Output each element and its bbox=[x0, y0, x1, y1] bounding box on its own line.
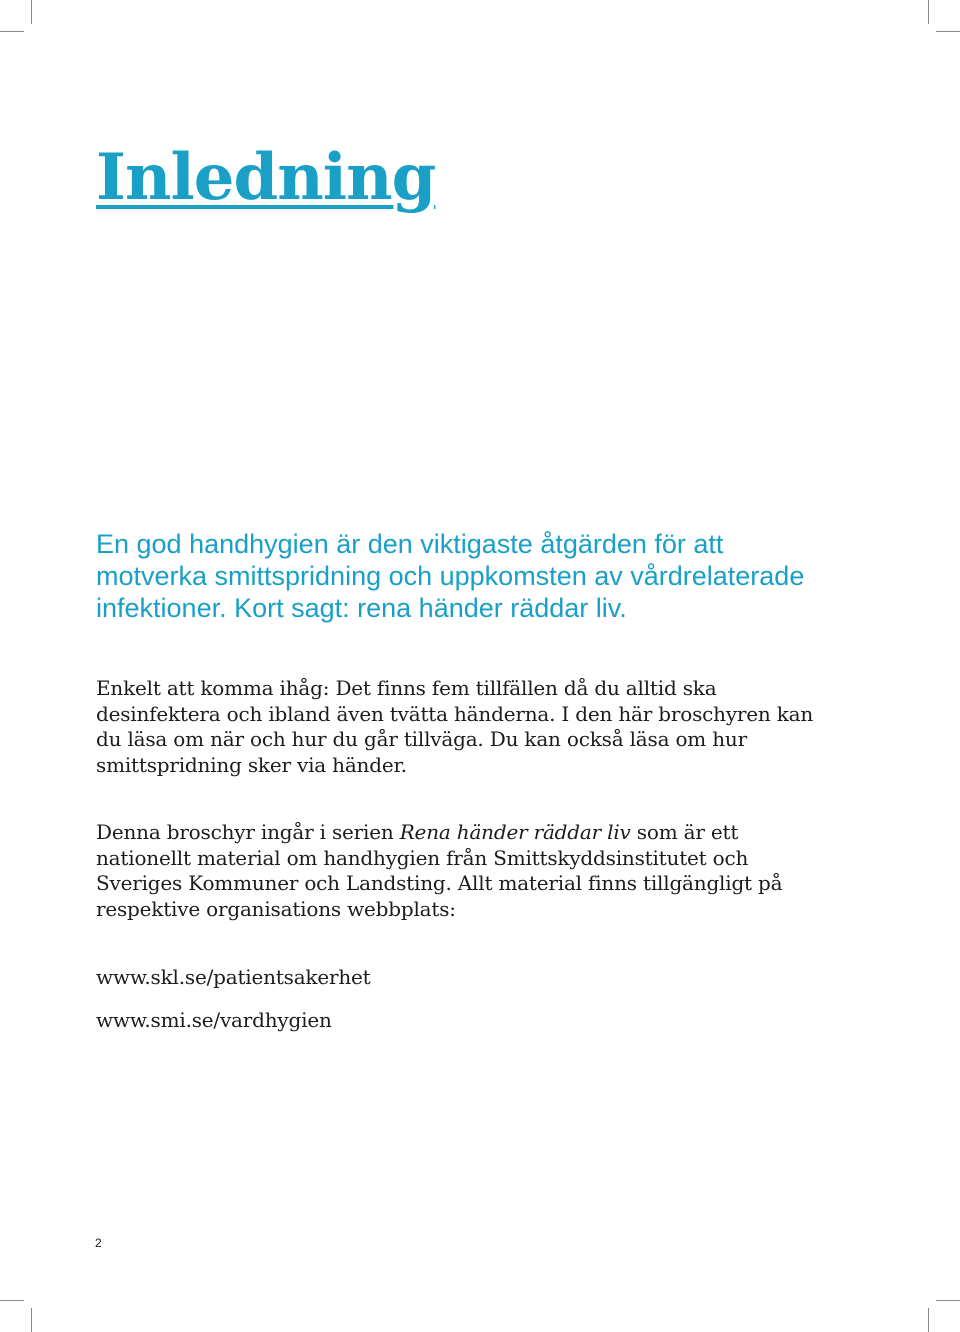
page-title: Inledning bbox=[96, 140, 436, 215]
crop-mark-top-left-horizontal bbox=[0, 31, 24, 32]
link-skl[interactable]: www.skl.se/patientsakerhet bbox=[96, 965, 371, 989]
crop-mark-top-left-vertical bbox=[31, 0, 32, 24]
series-text-before: Denna broschyr ingår i serien bbox=[96, 820, 400, 844]
crop-mark-bottom-left-vertical bbox=[31, 1308, 32, 1332]
link-smi[interactable]: www.smi.se/vardhygien bbox=[96, 1008, 332, 1032]
crop-mark-bottom-left-horizontal bbox=[0, 1300, 24, 1301]
lead-paragraph: En god handhygien är den viktigaste åtgärden för att motverka smittspridning och uppkomsten av vårdrelaterade infektioner. Kort sagt: rena händer räddar liv. bbox=[96, 529, 805, 623]
series-paragraph bbox=[96, 820, 816, 922]
crop-mark-bottom-right-horizontal bbox=[936, 1300, 960, 1301]
crop-mark-top-right-horizontal bbox=[936, 31, 960, 32]
crop-mark-top-right-vertical bbox=[928, 0, 929, 24]
series-text-after: som är ett nationellt material om handhygien från Smittskyddsinstitutet och Sveriges Kommuner och Landsting. Allt material finns tillgängligt på respektive organisations webbplats: bbox=[96, 820, 783, 921]
intro-paragraph: Enkelt att komma ihåg: Det finns fem tillfällen då du alltid ska desinfektera och ibland även tvätta händerna. I den här broschyren kan du läsa om när och hur du går tillväga. Du kan också läsa om hur smittspridning sker via händer. bbox=[96, 676, 814, 777]
page-number: 2 bbox=[95, 1236, 102, 1250]
series-name: Rena händer räddar liv bbox=[399, 820, 631, 844]
crop-mark-bottom-right-vertical bbox=[928, 1308, 929, 1332]
